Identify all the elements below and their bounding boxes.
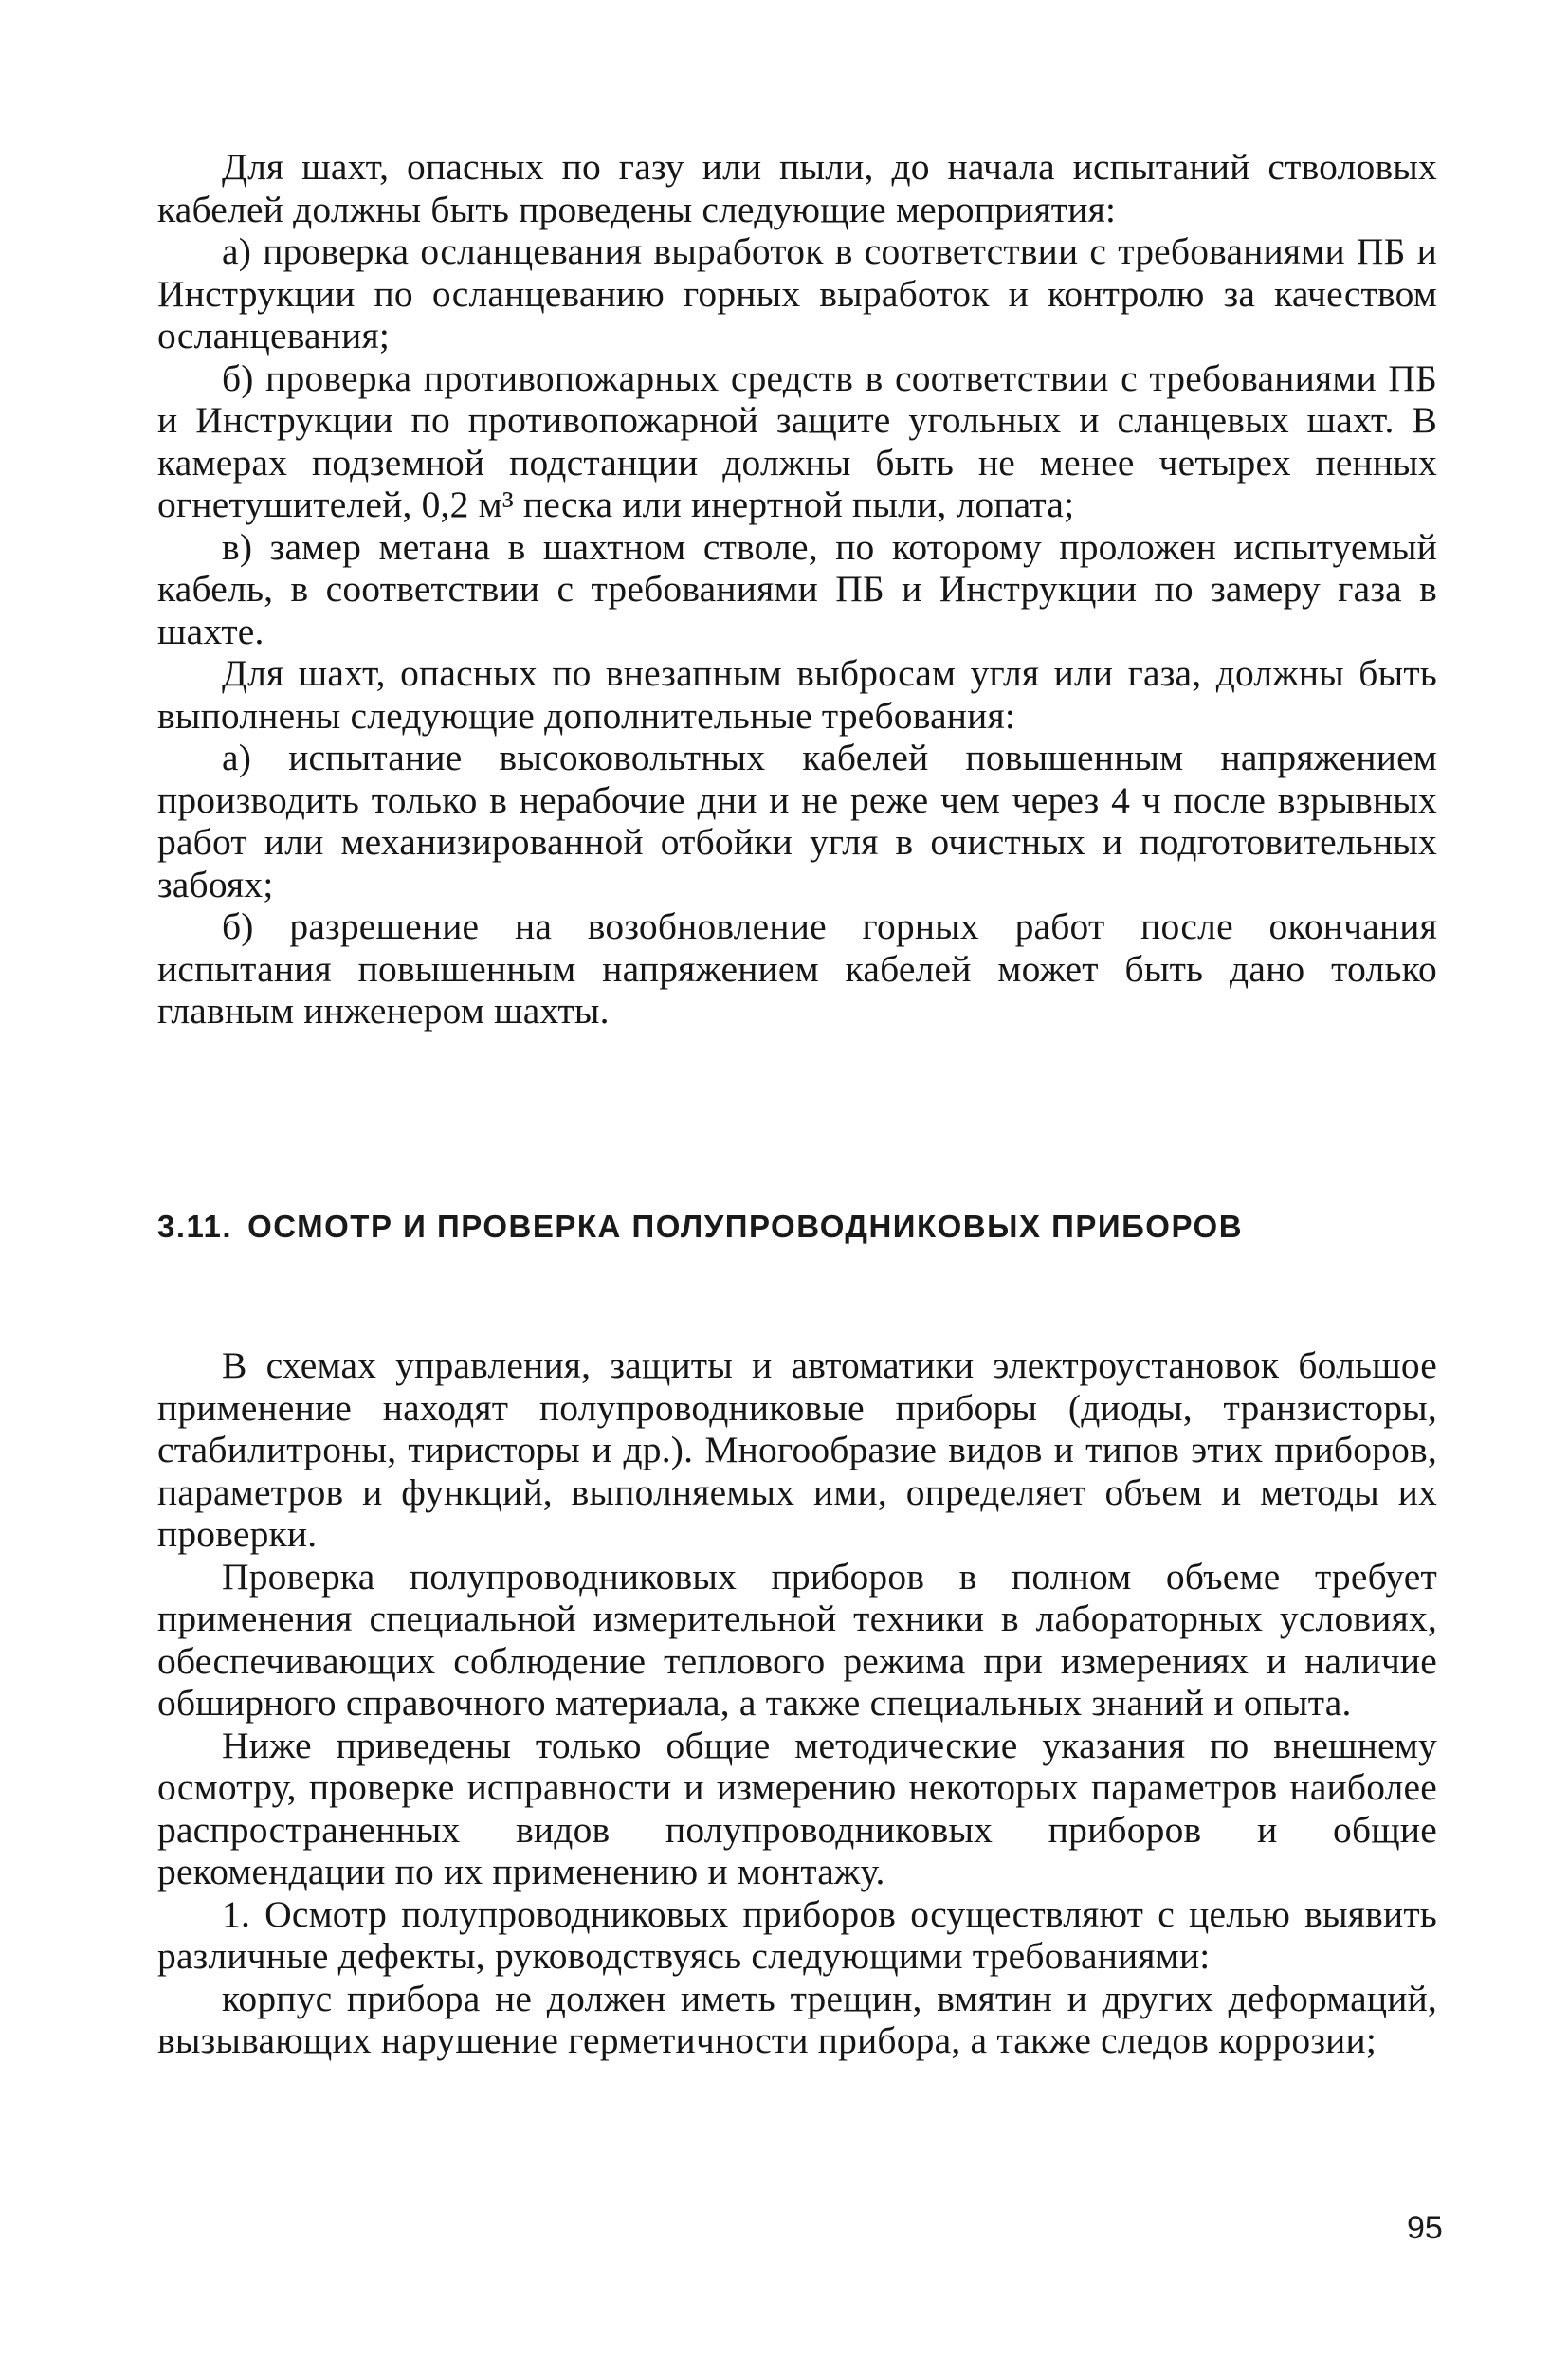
paragraph: Для шахт, опасных по внезапным выбросам угля или газа, должны быть выполнены следующие дополнительные требования: (157, 652, 1437, 737)
paragraph: б) разрешение на возобновление горных работ после окончания испытания повышенным напряжением кабелей может быть дано только главным инженером шахты. (157, 905, 1437, 1032)
paragraph: В схемах управления, защиты и автоматики электроустановок большое применение находят полупроводниковые приборы (диоды, транзисторы, стабилитроны, тиристоры и др.). Многообразие видов и типов этих приборов, параметров и функций, выполняемых ими, определяет объем и методы их проверки. (157, 1344, 1437, 1555)
paragraph: Ниже приведены только общие методические указания по внешнему осмотру, проверке исправности и измерению некоторых параметров наиболее распространенных видов полупроводниковых приборов и общие рекомендации по их применению и монтажу. (157, 1724, 1437, 1892)
paragraph: корпус прибора не должен иметь трещин, вмятин и других деформаций, вызывающих нарушение герметичности прибора, а также следов коррозии; (157, 1977, 1437, 2061)
section-heading (157, 1206, 1437, 1248)
section-title: ОСМОТР И ПРОВЕРКА ПОЛУПРОВОДНИКОВЫХ ПРИБОРОВ (247, 1209, 1244, 1244)
text-block-mine-safety (157, 146, 1437, 1032)
paragraph: Проверка полупроводниковых приборов в полном объеме требует применения специальной измерительной техники в лабораторных условиях, обеспечивающих соблюдение теплового режима при измерениях и наличие обширного справочного материала, а также специальных знаний и опыта. (157, 1555, 1437, 1724)
paragraph: а) испытание высоковольтных кабелей повышенным напряжением производить только в нерабочие дни и не реже чем через 4 ч после взрывных работ или механизированной отбойки угля в очистных и подготовительных забоях; (157, 737, 1437, 905)
paragraph: Для шахт, опасных по газу или пыли, до начала испытаний стволовых кабелей должны быть проведены следующие мероприятия: (157, 146, 1437, 230)
page-number: 95 (1407, 2210, 1443, 2246)
section-number: 3.11. (157, 1209, 233, 1244)
paragraph: 1. Осмотр полупроводниковых приборов осуществляют с целью выявить различные дефекты, руководствуясь следующими требованиями: (157, 1892, 1437, 1977)
paragraph: в) замер метана в шахтном стволе, по которому проложен испытуемый кабель, в соответствии с требованиями ПБ и Инструкции по замеру газа в шахте. (157, 525, 1437, 652)
text-block-semiconductors (157, 1344, 1437, 2062)
paragraph: б) проверка противопожарных средств в соответствии с требованиями ПБ и Инструкции по противопожарной защите угольных и сланцевых шахт. В камерах подземной подстанции должны быть не менее четырех пенных огнетушителей, 0,2 м³ песка или инертной пыли, лопата; (157, 356, 1437, 525)
paragraph: а) проверка осланцевания выработок в соответствии с требованиями ПБ и Инструкции по осланцеванию горных выработок и контролю за качеством осланцевания; (157, 230, 1437, 356)
